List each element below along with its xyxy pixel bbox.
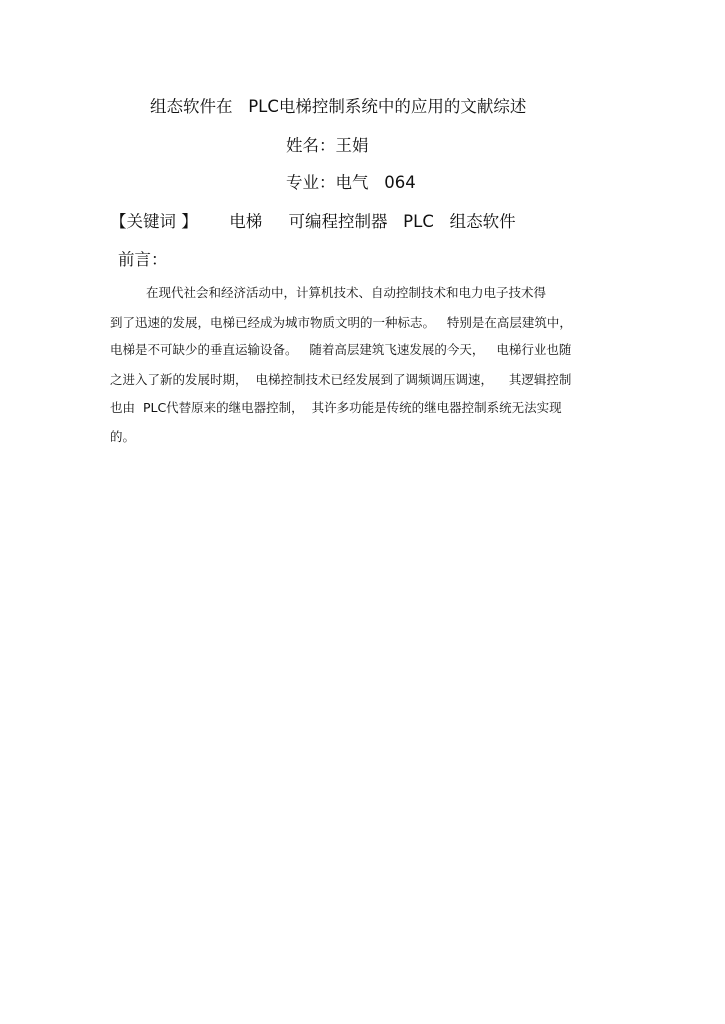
preface-heading: 前言： xyxy=(118,250,168,269)
author-line: 姓名：王娟 xyxy=(286,136,369,155)
paragraph-line: 之进入了新的发展时期， 电梯控制技术已经发展到了调频调压调速， 其逻辑控制 xyxy=(110,372,572,387)
document-title: 组态软件在 PLC电梯控制系统中的应用的文献综述 xyxy=(150,97,527,116)
keywords-line: 【关键词 】 电梯 可编程控制器 PLC 组态软件 xyxy=(110,212,516,231)
paragraph-line: 在现代社会和经济活动中，计算机技术、自动控制技术和电力电子技术得 xyxy=(146,285,547,300)
paragraph-line: 到了迅速的发展，电梯已经成为城市物质文明的一种标志。 特别是在高层建筑中， xyxy=(110,315,572,330)
major-line: 专业：电气 064 xyxy=(286,173,416,192)
paragraph-line: 电梯是不可缺少的垂直运输设备。 随着高层建筑飞速发展的今天， 电梯行业也随 xyxy=(110,342,572,357)
paragraph-line: 的。 xyxy=(110,429,136,444)
paragraph-line: 也由 PLC代替原来的继电器控制， 其许多功能是传统的继电器控制系统无法实现 xyxy=(110,400,562,415)
